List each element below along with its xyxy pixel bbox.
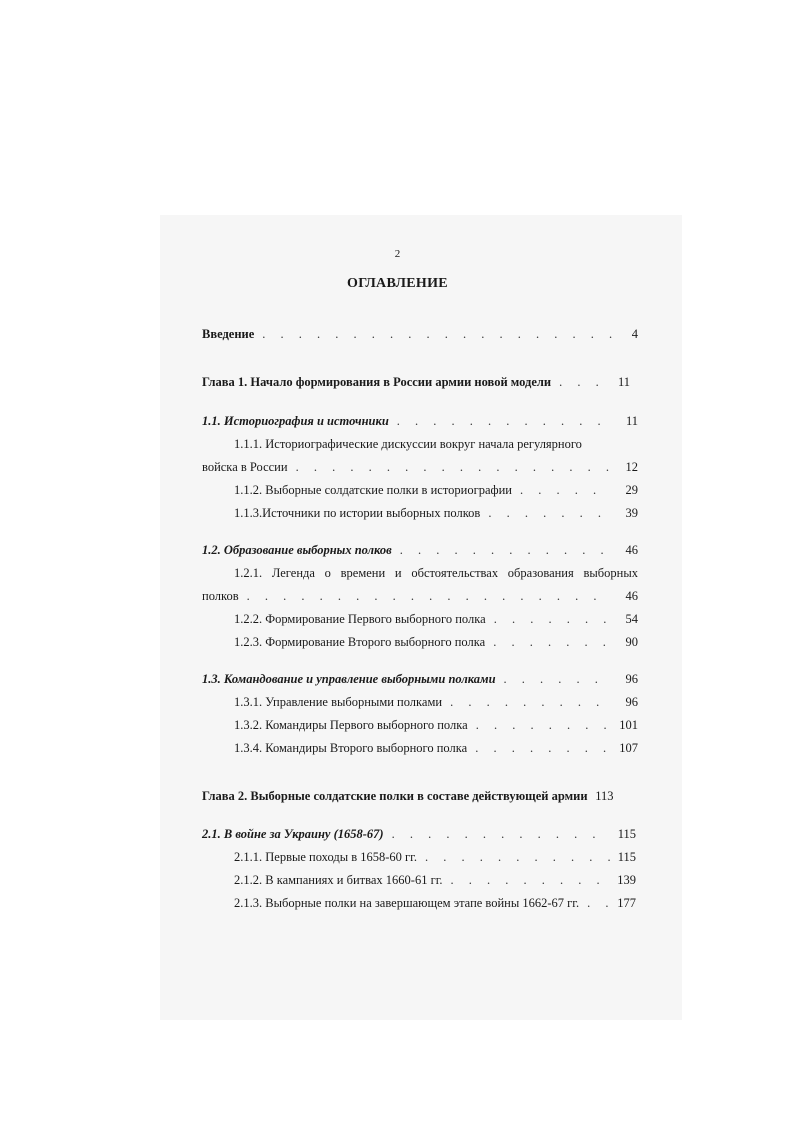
toc-label: 2.1.3. Выборные полки на завершающем этапе войны 1662-67 гг. [234, 896, 580, 910]
toc-page: 101 [619, 718, 638, 732]
toc-entry-intro [202, 326, 638, 342]
leader-dots [512, 482, 612, 498]
toc-page: 107 [619, 741, 638, 755]
toc-page: 12 [625, 460, 638, 474]
page-title: ОГЛАВЛЕНИЕ [347, 276, 448, 291]
toc-page: 139 [617, 873, 636, 887]
toc-page: 90 [625, 635, 638, 649]
toc-entry-1-2-1 [202, 588, 638, 604]
toc-label: Введение [202, 327, 255, 341]
leader-dots [389, 413, 612, 429]
toc-label: 2.1.2. В кампаниях и битвах 1660-61 гг. [234, 873, 443, 887]
leader-dots [551, 374, 604, 390]
toc-page: 54 [625, 612, 638, 626]
toc-page: 96 [625, 695, 638, 709]
leader-dots [486, 611, 612, 627]
toc-label: полков [202, 589, 239, 603]
toc-page: 46 [625, 543, 638, 557]
toc-entry-1-3 [202, 671, 638, 687]
toc-label: 1.2.3. Формирование Второго выборного полка [234, 635, 486, 649]
toc-entry-1-3-4 [234, 740, 638, 756]
toc-entry-1-3-2 [234, 717, 638, 733]
toc-entry-1-1-1 [202, 459, 638, 475]
toc-entry-2-1-1 [234, 849, 636, 865]
toc-page: 113 [595, 789, 614, 803]
leader-dots [392, 542, 612, 558]
toc-entry-2-1 [202, 826, 636, 842]
toc-label: 1.1.3.Источники по истории выборных полков [234, 506, 481, 520]
toc-page: 11 [625, 414, 638, 428]
toc-label: Глава 2. Выборные солдатские полки в составе действующей армии [202, 789, 588, 803]
leader-dots [467, 740, 612, 756]
toc-page: 11 [617, 375, 630, 389]
leader-dots [417, 849, 610, 865]
toc-entry-1-1-2 [234, 482, 638, 498]
toc-label: 1.1.2. Выборные солдатские полки в историографии [234, 483, 512, 497]
toc-entry-1-2-3 [234, 634, 638, 650]
toc-label: 1.1. Историография и источники [202, 414, 389, 428]
toc-label: 1.2. Образование выборных полков [202, 543, 392, 557]
toc-label: 1.2.2. Формирование Первого выборного полка [234, 612, 486, 626]
leader-dots [496, 671, 612, 687]
toc-entry-1-3-1 [234, 694, 638, 710]
toc-entry-1-1 [202, 413, 638, 429]
toc-entry-2-1-2 [234, 872, 636, 888]
leader-dots [485, 634, 612, 650]
leader-dots [443, 872, 610, 888]
toc-page: 46 [625, 589, 638, 603]
toc-label: 1.3.4. Командиры Второго выборного полка [234, 741, 468, 755]
toc-page: 96 [625, 672, 638, 686]
toc-label: 2.1. В войне за Украину (1658-67) [202, 827, 384, 841]
toc-entry-1-1-1-line1: 1.1.1. Историографические дискуссии вокруг начала регулярного [234, 437, 582, 451]
leader-dots [468, 717, 612, 733]
toc-label: Глава 1. Начало формирования в России армии новой модели [202, 375, 552, 389]
toc-entry-chapter-2 [202, 788, 632, 804]
leader-dots [442, 694, 612, 710]
leader-dots [254, 326, 612, 342]
toc-page: 29 [625, 483, 638, 497]
toc-label: войска в России [202, 460, 288, 474]
toc-entry-1-2 [202, 542, 638, 558]
toc-page: 115 [617, 827, 636, 841]
page-number: 2 [394, 248, 401, 260]
toc-label: 2.1.1. Первые походы в 1658-60 гг. [234, 850, 418, 864]
toc-entry-2-1-3 [234, 895, 636, 911]
toc-entry-chapter-1 [202, 374, 630, 390]
toc-entry-1-2-2 [234, 611, 638, 627]
toc-page: 115 [617, 850, 636, 864]
leader-dots [288, 459, 612, 475]
toc-label: 1.3. Командование и управление выборными полками [202, 672, 496, 686]
toc-entry-1-1-3 [234, 505, 638, 521]
leader-dots [579, 895, 610, 911]
leader-dots [239, 588, 612, 604]
toc-page: 4 [631, 327, 638, 341]
leader-dots [384, 826, 610, 842]
toc-label: 1.3.1. Управление выборными полками [234, 695, 443, 709]
toc-entry-1-2-1-line1: 1.2.1. Легенда о времени и обстоятельствах образования выборных [234, 566, 638, 580]
toc-page: 177 [617, 896, 636, 910]
toc-page: 39 [625, 506, 638, 520]
leader-dots [480, 505, 612, 521]
toc-label: 1.3.2. Командиры Первого выборного полка [234, 718, 468, 732]
